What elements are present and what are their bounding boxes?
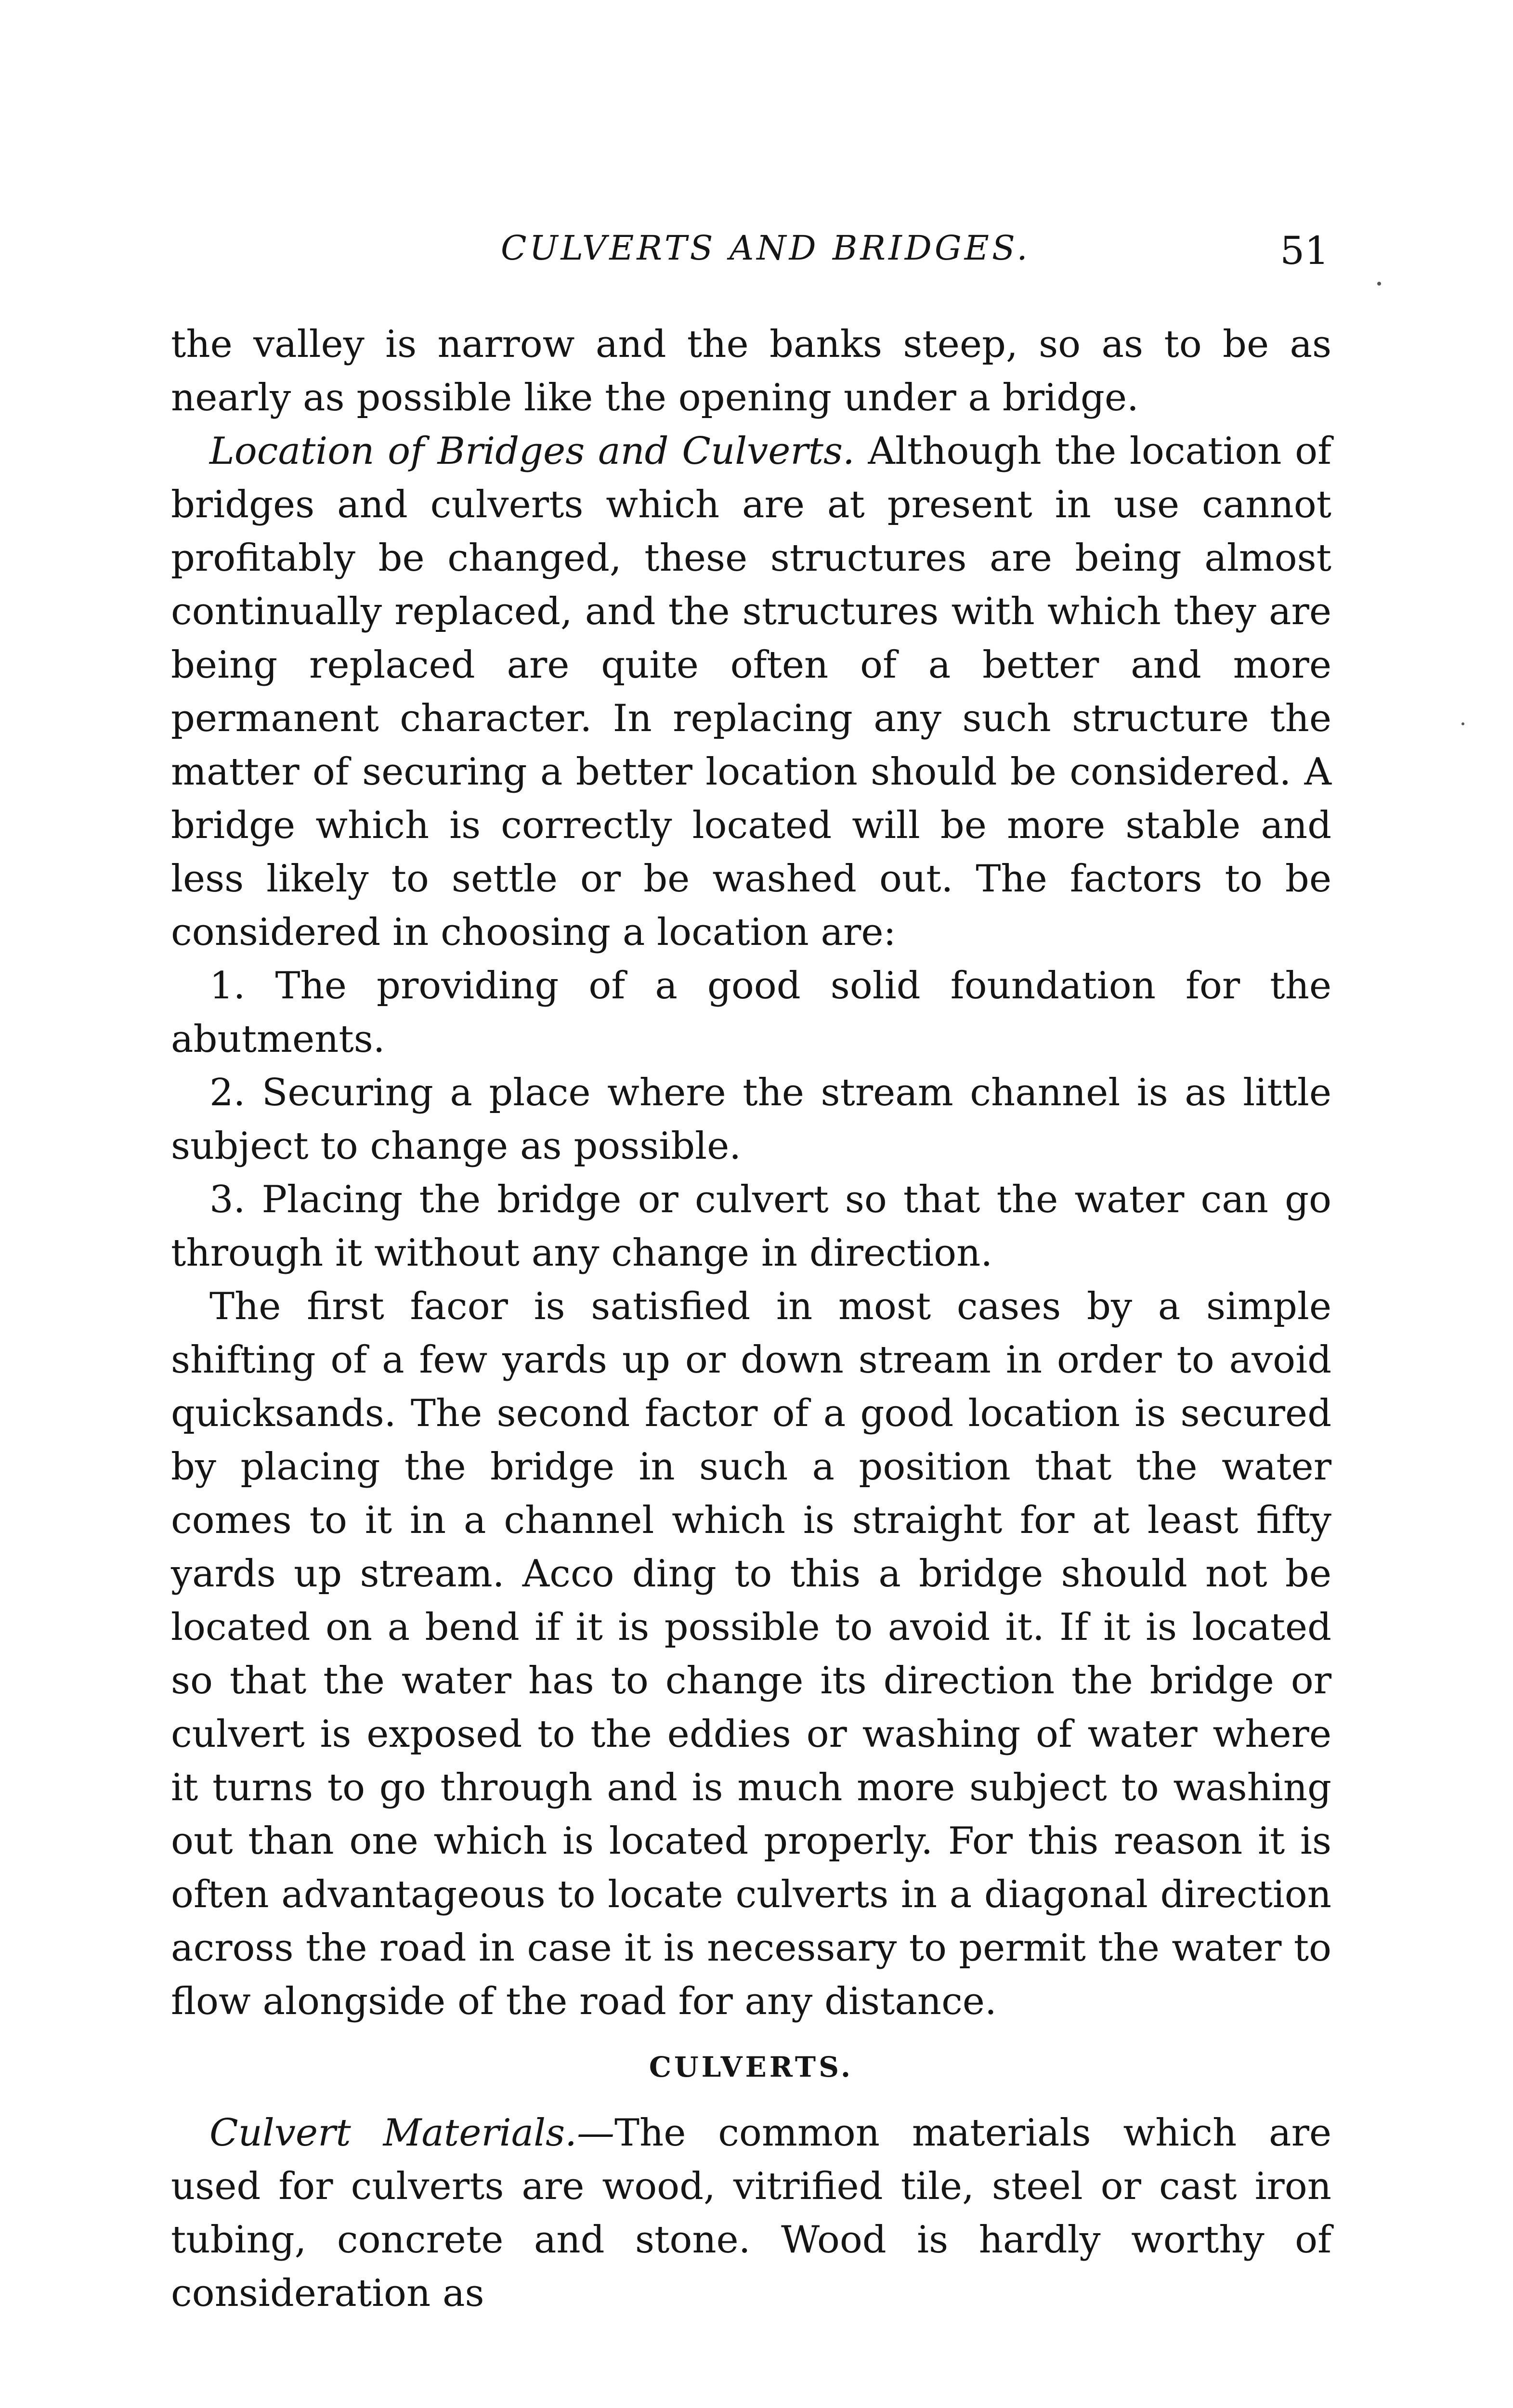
running-title: CULVERTS AND BRIDGES. bbox=[501, 228, 1030, 268]
paragraph-text-materials: The common materials which are used for culverts are wood, vitrified tile, steel or cast iron tubing, concrete and stone. Wood is hardly worthy of consideration as bbox=[171, 2111, 1332, 2315]
page-number: 51 bbox=[1280, 228, 1329, 273]
list-item-2: 2. Securing a place where the stream channel is as little subject to change as possible. bbox=[171, 1071, 1331, 1168]
section-heading: CULVERTS. bbox=[649, 2051, 854, 2083]
paragraph-text-location: Although the location of bridges and culverts which are at present in use cannot profitably be changed, these structures are being almost continually replaced, and the structures with which they are being replaced are quite often of a better and more permanent character. In replacing any such structure the matter of securing a better location should be considered. A bridge which is correctly located will be more stable and less likely to settle or be washed out. The factors to be considered in choosing a location are: bbox=[171, 430, 1332, 954]
list-item-3: 3. Placing the bridge or culvert so that the water can go through it without any change in direction. bbox=[171, 1178, 1331, 1275]
running-head bbox=[173, 222, 1329, 275]
paragraph-continuation: the valley is narrow and the banks steep, so as to be as nearly as possible like the opening under a bridge. bbox=[171, 323, 1331, 419]
print-speck bbox=[1461, 722, 1464, 725]
paragraph-location bbox=[171, 425, 1331, 959]
print-speck bbox=[1377, 282, 1381, 286]
body-text bbox=[171, 318, 1331, 2320]
paragraph-factors: The first facor is satisfied in most cases by a simple shifting of a few yards up or down stream in order to avoid quicksands. The second factor of a good location is secured by placing the bridge in such a position that the water comes to it in a channel which is straight for at least fifty yards up stream. Acco ding to this a bridge should not be located on a bend if it is possible to avoid it. If it is located so that the water has to change its direction the bridge or culvert is exposed to the eddies or washing of water where it turns to go through and is much more subject to washing out than one which is located properly. For this reason it is often advantageous to locate culverts in a diagonal direction across the road in case it is necessary to permit the water to flow alongside of the road for any distance. bbox=[171, 1285, 1331, 2023]
paragraph-lead-location: Location of Bridges and Culverts. bbox=[209, 430, 855, 473]
paragraph-materials bbox=[171, 2107, 1331, 2320]
list-item-1: 1. The providing of a good solid foundation for the abutments. bbox=[171, 964, 1331, 1061]
paragraph-lead-materials: Culvert Materials.— bbox=[209, 2111, 614, 2155]
